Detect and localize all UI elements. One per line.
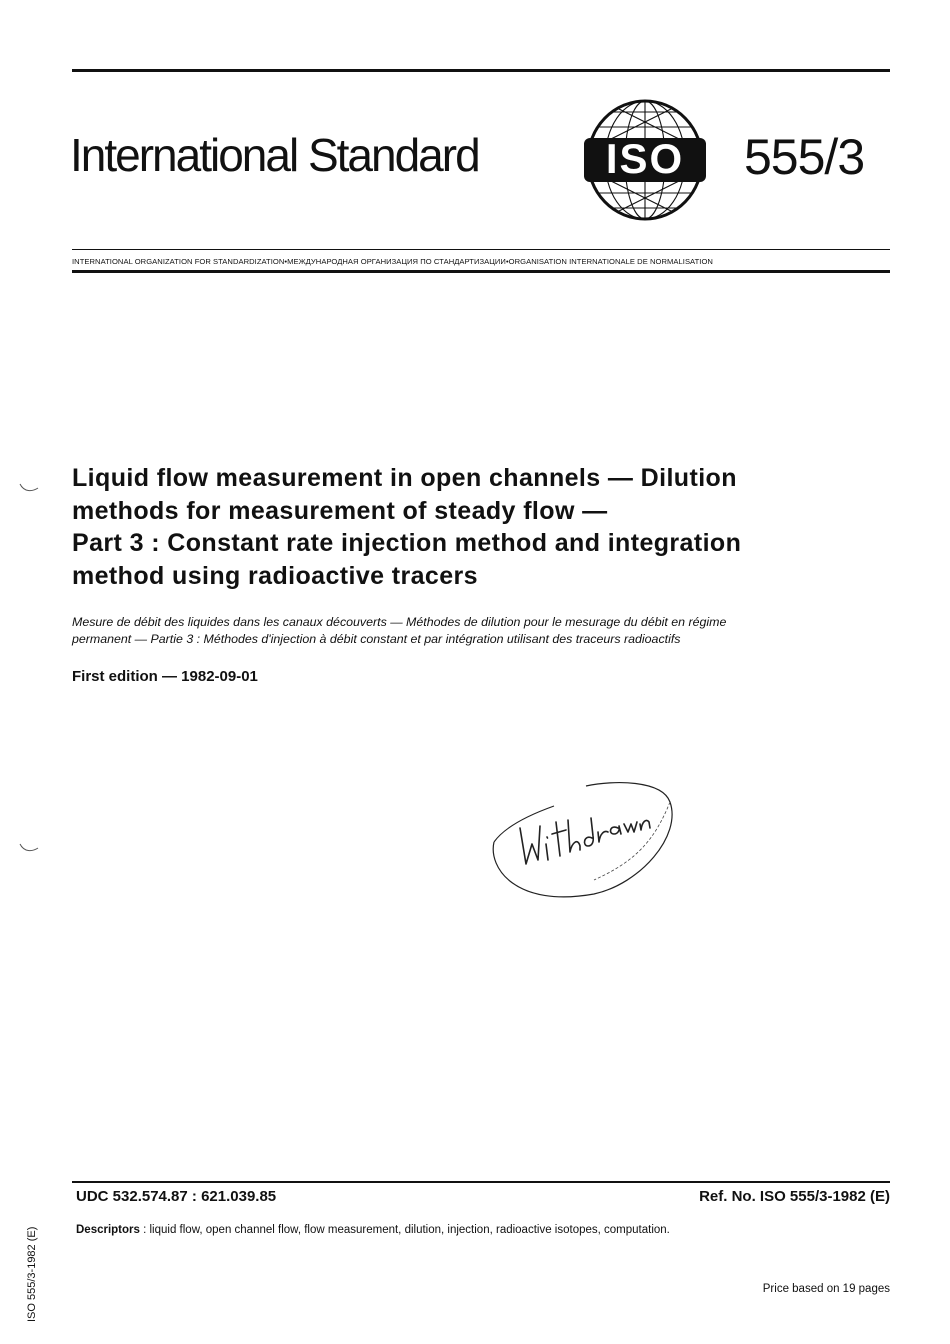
- title-line: Part 3 : Constant rate injection method and integration: [72, 529, 742, 557]
- iso-logo: [580, 97, 710, 223]
- side-reference: ISO 555/3-1982 (E): [26, 1226, 38, 1322]
- price-note: Price based on 19 pages: [762, 1283, 890, 1295]
- iso-logo-text: ISO: [605, 135, 685, 182]
- title-line: method using radioactive tracers: [72, 561, 478, 590]
- organization-names: INTERNATIONAL ORGANIZATION FOR STANDARDIZATION•МЕЖДУНАРОДНАЯ ОРГАНИЗАЦИЯ ПО СТАНДАРТИЗАЦИИ•ORGANISATION INTERNATIONALE DE NORMALISATION: [72, 257, 713, 266]
- descriptors-label: Descriptors: [76, 1224, 140, 1236]
- french-title-line: Mesure de débit des liquides dans les canaux découverts — Méthodes de dilution pour le mesurage du débit en régime: [72, 615, 727, 629]
- footer-rule: [72, 1181, 890, 1183]
- document-type-title: International Standard: [70, 129, 479, 181]
- header-rule-thick: [72, 270, 890, 273]
- reference-number: Ref. No. ISO 555/3-1982 (E): [699, 1188, 890, 1205]
- margin-mark: [18, 482, 40, 494]
- header-rule-thin: [72, 249, 890, 250]
- title-line: Liquid flow measurement in open channels — Dilution: [72, 464, 737, 492]
- udc-number: UDC 532.574.87 : 621.039.85: [76, 1188, 277, 1205]
- top-rule: [72, 69, 890, 72]
- descriptors-text: : liquid flow, open channel flow, flow measurement, dilution, injection, radioactive isotopes, computation.: [139, 1224, 670, 1236]
- margin-mark: [18, 842, 40, 854]
- descriptors: [76, 1224, 670, 1236]
- withdrawn-stamp: [474, 772, 684, 908]
- french-title-line: permanent — Partie 3 : Méthodes d'injection à débit constant et par intégration utilisant des traceurs radioactifs: [72, 632, 681, 646]
- title-line: methods for measurement of steady flow —: [72, 496, 608, 525]
- edition-date: First edition — 1982-09-01: [72, 668, 258, 685]
- standard-number: 555/3: [744, 129, 865, 185]
- french-title: [72, 614, 852, 648]
- document-title: [72, 462, 872, 592]
